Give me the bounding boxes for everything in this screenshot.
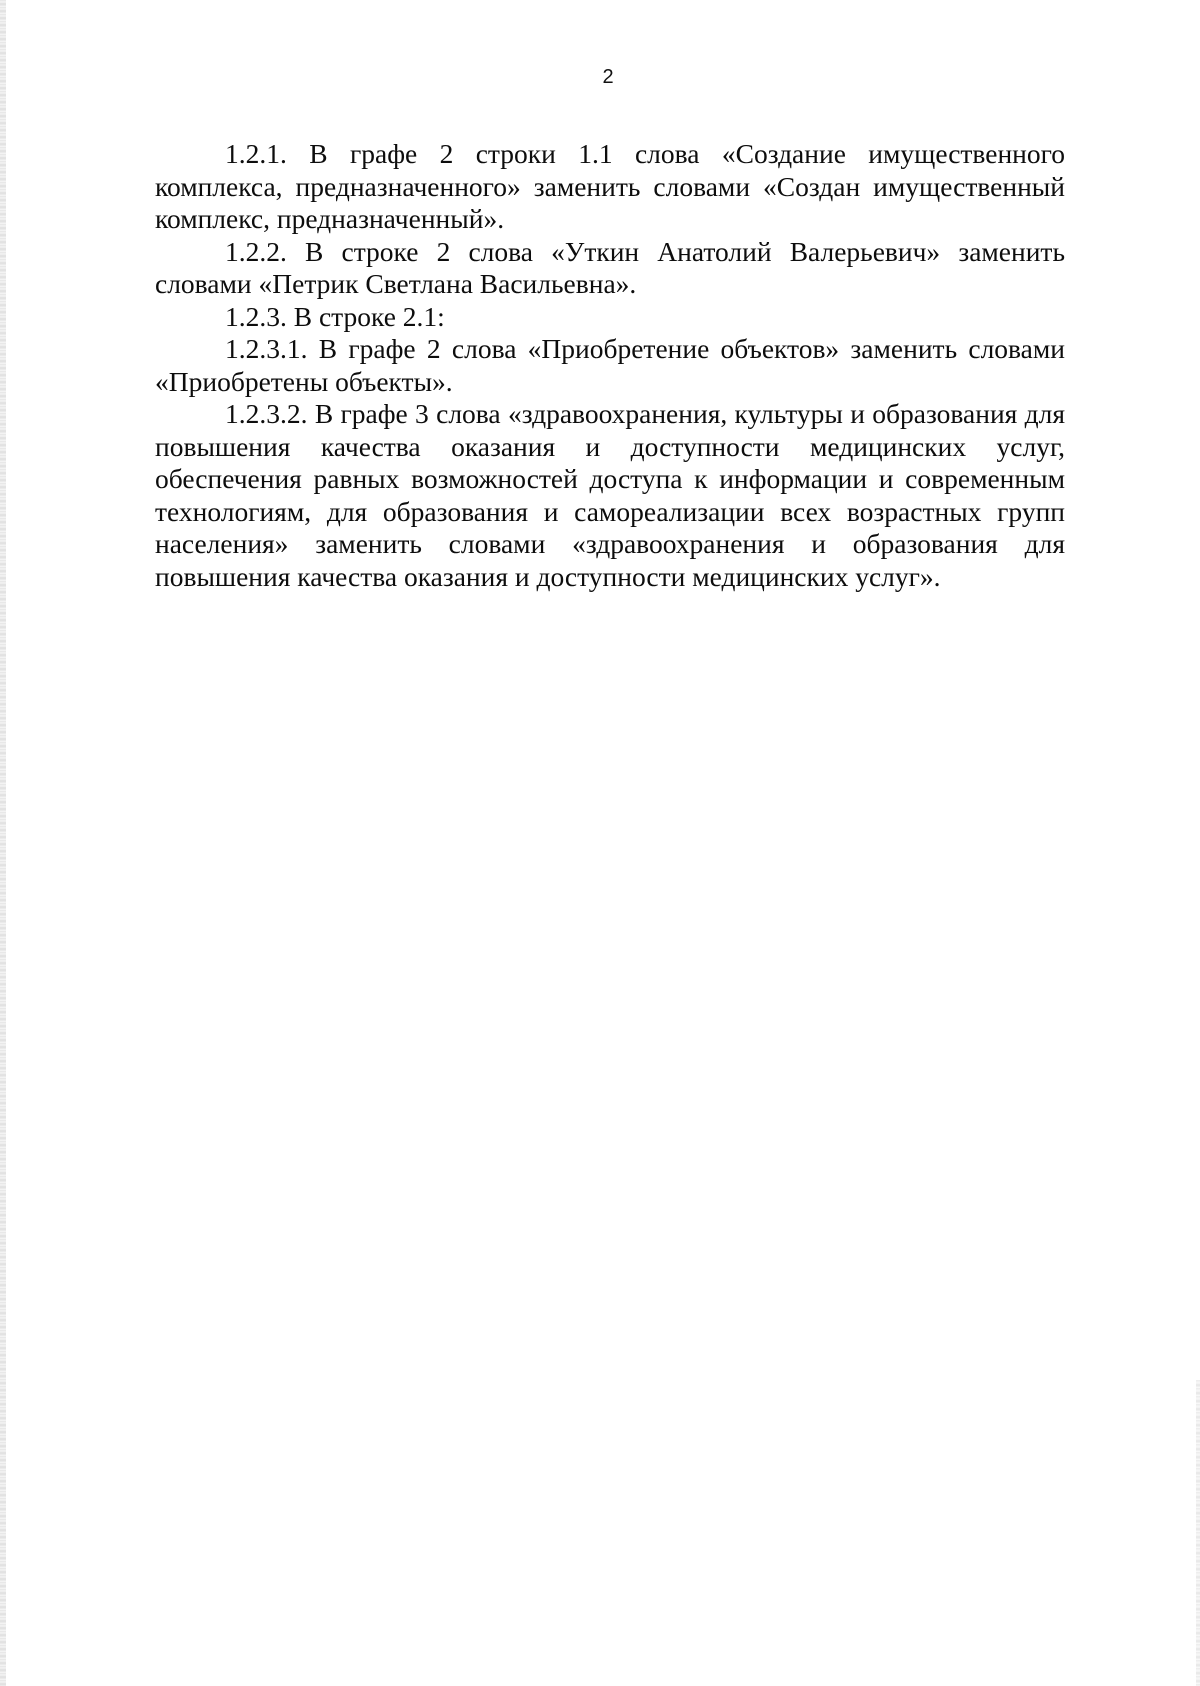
- paragraph-1-2-3: 1.2.3. В строке 2.1:: [225, 300, 445, 332]
- scan-edge-right: [1196, 1380, 1200, 1686]
- document-body: [155, 138, 1065, 593]
- paragraph-1-2-3-2: 1.2.3.2. В графе 3 слова «здравоохранения, культуры и образования для повышения качества оказания и доступности медицинских услуг, обеспечения равных возможностей доступа к информации и современным технологиям, для образования и самореализации всех возрастных групп населения» заменить словами «здравоохранения и образования для повышения качества оказания и доступности медицинских услуг».: [155, 398, 1065, 592]
- paragraph-1-2-3-1: 1.2.3.1. В графе 2 слова «Приобретение объектов» заменить словами «Приобретены объекты».: [155, 333, 1065, 397]
- page-number: 2: [602, 66, 614, 88]
- paragraph-1-2-1: 1.2.1. В графе 2 строки 1.1 слова «Создание имущественного комплекса, предназначенного» заменить словами «Создан имущественный комплекс, предназначенный».: [155, 138, 1065, 234]
- scan-edge-left: [0, 0, 6, 1686]
- paragraph-1-2-2: 1.2.2. В строке 2 слова «Уткин Анатолий Валерьевич» заменить словами «Петрик Светлана Васильевна».: [155, 235, 1065, 299]
